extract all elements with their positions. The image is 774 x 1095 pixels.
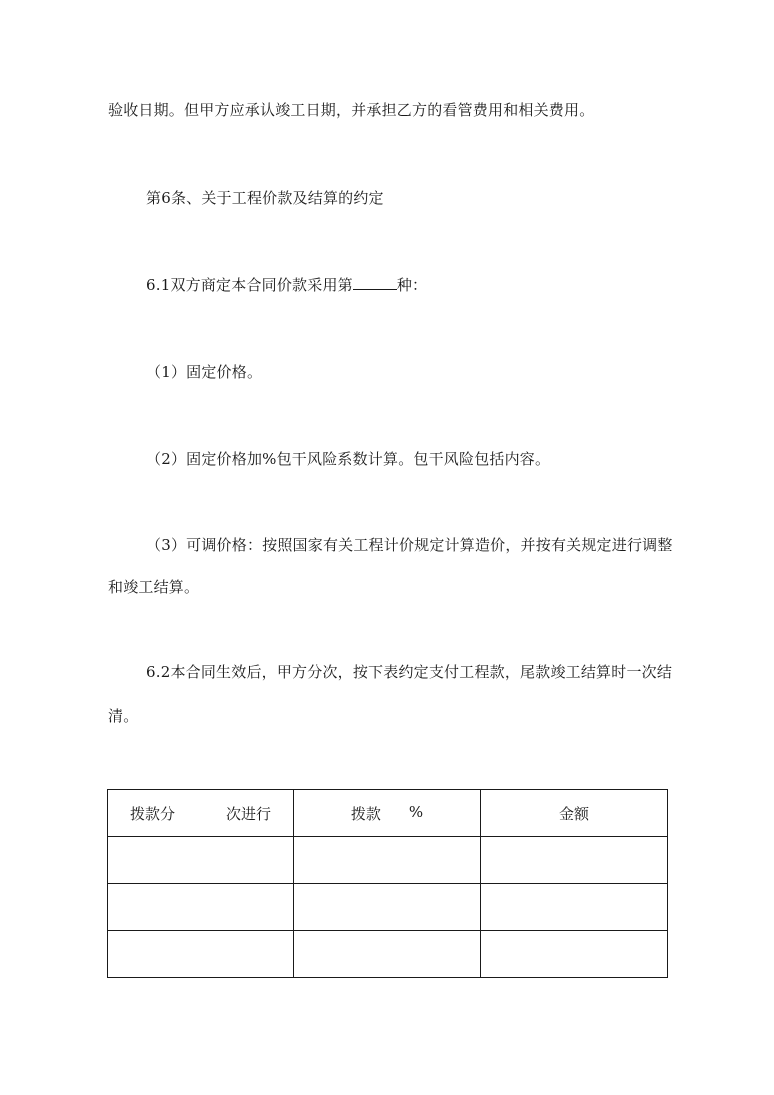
- paragraph-6-1-text-before: 6.1双方商定本合同价款采用第: [146, 276, 353, 294]
- header-cell-amount: 金额: [481, 790, 668, 837]
- header-cell-percent: [294, 790, 481, 837]
- table-cell: [294, 931, 481, 978]
- table-cell: [108, 931, 294, 978]
- fill-in-blank: [353, 275, 397, 290]
- table-row: [108, 931, 668, 978]
- table-cell: [481, 837, 668, 884]
- option-fixed-price-plus-risk: （2）固定价格加%包干风险系数计算。包干风险包括内容。: [146, 450, 551, 468]
- header-percent-label: 拨款: [350, 804, 381, 823]
- header-installment-part-b: 次进行: [225, 804, 271, 823]
- table-cell: [108, 884, 294, 931]
- paragraph-6-2-continued: 清。: [108, 707, 139, 725]
- paragraph-6-1: [146, 275, 427, 295]
- option-fixed-price: （1）固定价格。: [146, 363, 263, 381]
- section-heading-article-6: 第6条、关于工程价款及结算的约定: [146, 189, 384, 207]
- payment-schedule-table: [107, 789, 668, 978]
- paragraph-6-2: 6.2本合同生效后，甲方分次，按下表约定支付工程款，尾款竣工结算时一次结: [146, 663, 673, 681]
- table-row: [108, 837, 668, 884]
- header-percent-sign: %: [408, 802, 424, 821]
- table-cell: [481, 884, 668, 931]
- header-cell-installment: [108, 790, 294, 837]
- table-header-row: [108, 790, 668, 837]
- paragraph-6-1-text-after: 种：: [396, 276, 428, 294]
- option-adjustable-price-continued: 和竣工结算。: [108, 578, 200, 596]
- table-row: [108, 884, 668, 931]
- option-adjustable-price: （3）可调价格：按照国家有关工程计价规定计算造价，并按有关规定进行调整: [146, 536, 673, 554]
- table-cell: [294, 837, 481, 884]
- paragraph-acceptance-date: 验收日期。但甲方应承认竣工日期，并承担乙方的看管费用和相关费用。: [108, 101, 595, 119]
- table-cell: [294, 884, 481, 931]
- table-cell: [108, 837, 294, 884]
- table-cell: [481, 931, 668, 978]
- header-installment-part-a: 拨款分: [130, 804, 176, 823]
